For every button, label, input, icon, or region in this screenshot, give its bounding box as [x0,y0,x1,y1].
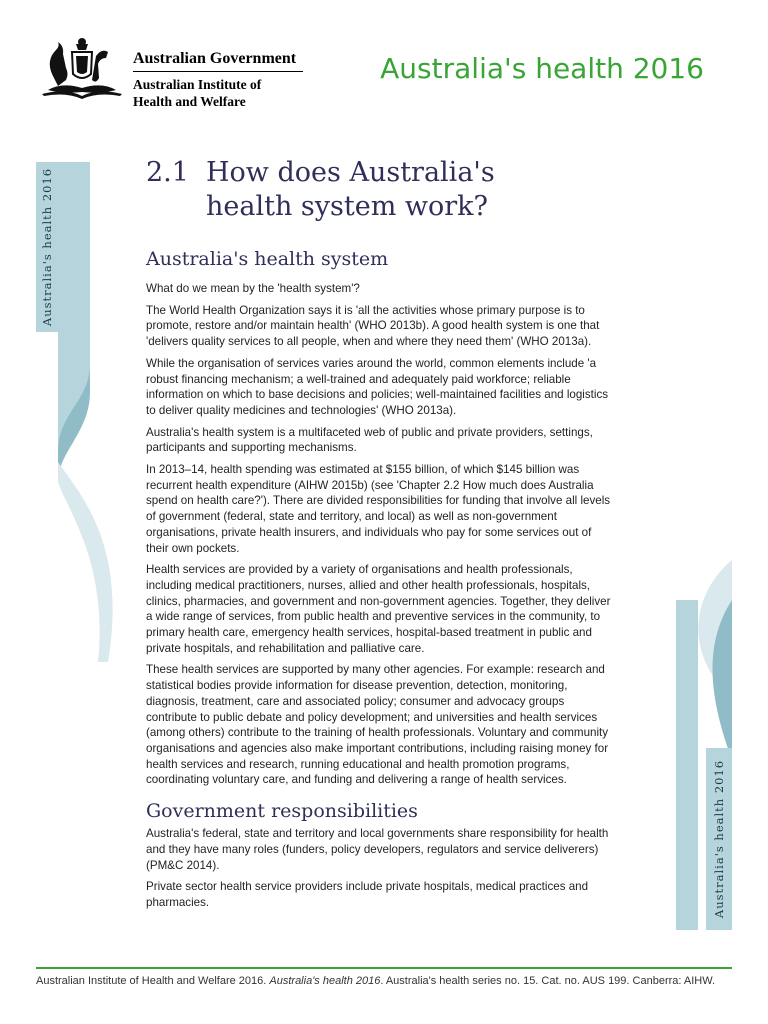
side-label-left: Australia's health 2016 [40,167,54,327]
main-content [146,246,616,917]
coat-of-arms-icon [36,34,128,102]
paragraph: Health services are provided by a variety of organisations and health professionals, including medical practitioners, nurses, allied and other health professionals, hospitals, clinics, pharmacies, and government and non-government agencies. Together, they deliver a wide range of services, from public health and preventive services in the community, to primary health care, emergency health services, hospital-based treatment in public and private hospitals, and rehabilitation and palliative care. [146,563,611,655]
paragraph: Australia's health system is a multifaceted web of public and private providers, settings, participants and supporting mechanisms. [146,425,593,455]
section-title-line2: health system work? [206,191,489,222]
footer-title-italic: Australia's health 2016 [269,975,381,987]
side-tab-left [36,162,58,332]
paragraph: Australia's federal, state and territory and local governments share responsibility for health and they have many roles (funders, policy developers, regulators and service deliverers) (PM&C 2014). [146,827,609,872]
decorative-ribbon-left [58,162,128,662]
government-logo [36,34,316,114]
section-heading-row1 [146,156,495,190]
side-tab-right [706,748,732,930]
paragraph: In 2013–14, health spending was estimated at $155 billion, of which $145 billion was recurrent health expenditure (AIHW 2015b) (see 'Chapter 2.2 How much does Australia spend on health care?'). There are divided responsibilities for funding that involve all levels of government (federal, state and territory, and local) as well as non-government organisations, private health insurers, and individuals who pay for some services out of their own pockets. [146,463,611,555]
section-title-line1: How does Australia's [206,157,495,188]
section-heading [146,156,495,224]
government-name-block [133,50,303,110]
section-number: 2.1 [146,157,189,188]
publication-title: Australia's health 2016 [380,52,704,85]
paragraph: These health services are supported by many other agencies. For example: research and statistical bodies provide information for disease prevention, detection, monitoring, diagnosis, treatment, care and associated policy; consumer and advocacy groups contribute to public debate and policy development; and universities and health services (among others) contribute to the training of health professionals. Voluntary and community organisations and agencies also make important contributions, including raising money for health services and research, running educational and health promotion programs, coordinating voluntary care, and funding and delivering a range of health services. [146,663,609,787]
paragraph: While the organisation of services varies around the world, common elements include 'a robust financing mechanism; a well-trained and adequately paid workforce; reliable information on which to base decisions and policies; well-maintained facilities and logistics to deliver quality medicines and technologies' (WHO 2013a). [146,356,609,417]
government-name: Australian Government [133,50,297,67]
side-label-right: Australia's health 2016 [712,759,726,919]
side-band-right [676,600,698,930]
footer-text-part2: . Australia's health series no. 15. Cat. no. AUS 199. Canberra: AIHW. [380,975,716,987]
footer-text-part1: Australian Institute of Health and Welfare 2016. [36,975,270,987]
subsection-heading-government: Government responsibilities [146,800,418,823]
government-name-divider [133,71,303,72]
paragraph: What do we mean by the 'health system'? [146,282,360,295]
institute-name-line1: Australian Institute of [133,77,262,92]
paragraph: The World Health Organization says it is 'all the activities whose primary purpose is to promote, restore and/or maintain health' (WHO 2013b). A good health system is one that 'delivers quality services to all people, when and where they need them' (WHO 2013a). [146,303,600,349]
institute-name-line2: Health and Welfare [133,94,246,109]
paragraph: Private sector health service providers include private hospitals, medical practices and pharmacies. [146,880,589,909]
footer-divider [36,967,732,969]
footer-citation [36,975,736,987]
subsection-heading-health-system: Australia's health system [146,248,389,270]
